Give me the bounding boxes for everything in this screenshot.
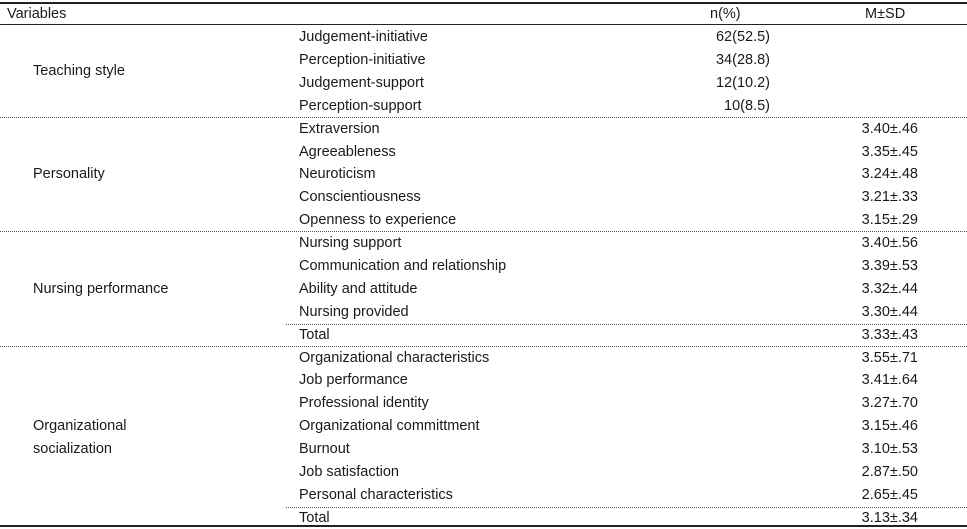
item-name: Perception-support — [299, 98, 422, 114]
item-name: Communication and relationship — [299, 258, 507, 274]
header-bottom-rule — [0, 24, 967, 25]
mean-sd-value: 3.21±.33 — [861, 189, 918, 205]
mean-sd-value: 3.55±.71 — [861, 350, 918, 366]
item-name: Perception-initiative — [299, 52, 426, 68]
mean-sd-value: 3.40±.46 — [861, 121, 918, 137]
group-separator — [0, 117, 967, 118]
item-name: Organizational characteristics — [299, 350, 490, 366]
item-name: Conscientiousness — [299, 189, 421, 205]
item-name: Personal characteristics — [299, 487, 453, 503]
group-label: Nursing performance — [33, 281, 169, 297]
item-name: Nursing support — [299, 235, 402, 251]
mean-sd-value: 3.39±.53 — [861, 258, 918, 274]
group-label: Personality — [33, 166, 105, 182]
table-bottom-rule — [0, 525, 967, 527]
n-percent-value: 10(8.5) — [724, 98, 770, 114]
group-label: Teaching style — [33, 63, 125, 79]
item-name: Burnout — [299, 441, 350, 457]
mean-sd-value: 3.41±.64 — [861, 372, 918, 388]
group-label: socialization — [33, 441, 112, 457]
mean-sd-value: 3.15±.46 — [861, 418, 918, 434]
item-name: Judgement-support — [299, 75, 424, 91]
header-mean-sd: M±SD — [865, 6, 906, 22]
n-percent-value: 12(10.2) — [715, 75, 770, 91]
mean-sd-value: 3.24±.48 — [861, 166, 918, 182]
item-name: Organizational committment — [299, 418, 480, 434]
mean-sd-value: 2.65±.45 — [861, 487, 918, 503]
item-name: Total — [299, 327, 330, 343]
item-name: Professional identity — [299, 395, 429, 411]
mean-sd-value: 3.40±.56 — [861, 235, 918, 251]
mean-sd-value: 3.32±.44 — [861, 281, 918, 297]
table-top-rule — [0, 2, 967, 4]
mean-sd-value: 3.30±.44 — [861, 304, 918, 320]
mean-sd-value: 3.15±.29 — [861, 212, 918, 228]
mean-sd-value: 3.27±.70 — [861, 395, 918, 411]
item-name: Agreeableness — [299, 144, 396, 160]
group-separator — [0, 231, 967, 232]
mean-sd-value: 3.35±.45 — [861, 144, 918, 160]
item-name: Ability and attitude — [299, 281, 418, 297]
item-name: Openness to experience — [299, 212, 457, 228]
item-name: Extraversion — [299, 121, 380, 137]
item-name: Job performance — [299, 372, 408, 388]
mean-sd-value: 2.87±.50 — [861, 464, 918, 480]
group-label: Organizational — [33, 418, 127, 434]
mean-sd-value: 3.33±.43 — [861, 327, 918, 343]
item-name: Job satisfaction — [299, 464, 399, 480]
item-name: Nursing provided — [299, 304, 409, 320]
item-name: Judgement-initiative — [299, 29, 428, 45]
header-n-percent: n(%) — [710, 6, 741, 22]
n-percent-value: 62(52.5) — [715, 29, 770, 45]
header-variables: Variables — [7, 6, 67, 22]
mean-sd-value: 3.10±.53 — [861, 441, 918, 457]
mean-sd-value: 3.13±.34 — [861, 510, 918, 526]
item-name: Total — [299, 510, 330, 526]
item-name: Neuroticism — [299, 166, 376, 182]
n-percent-value: 34(28.8) — [715, 52, 770, 68]
